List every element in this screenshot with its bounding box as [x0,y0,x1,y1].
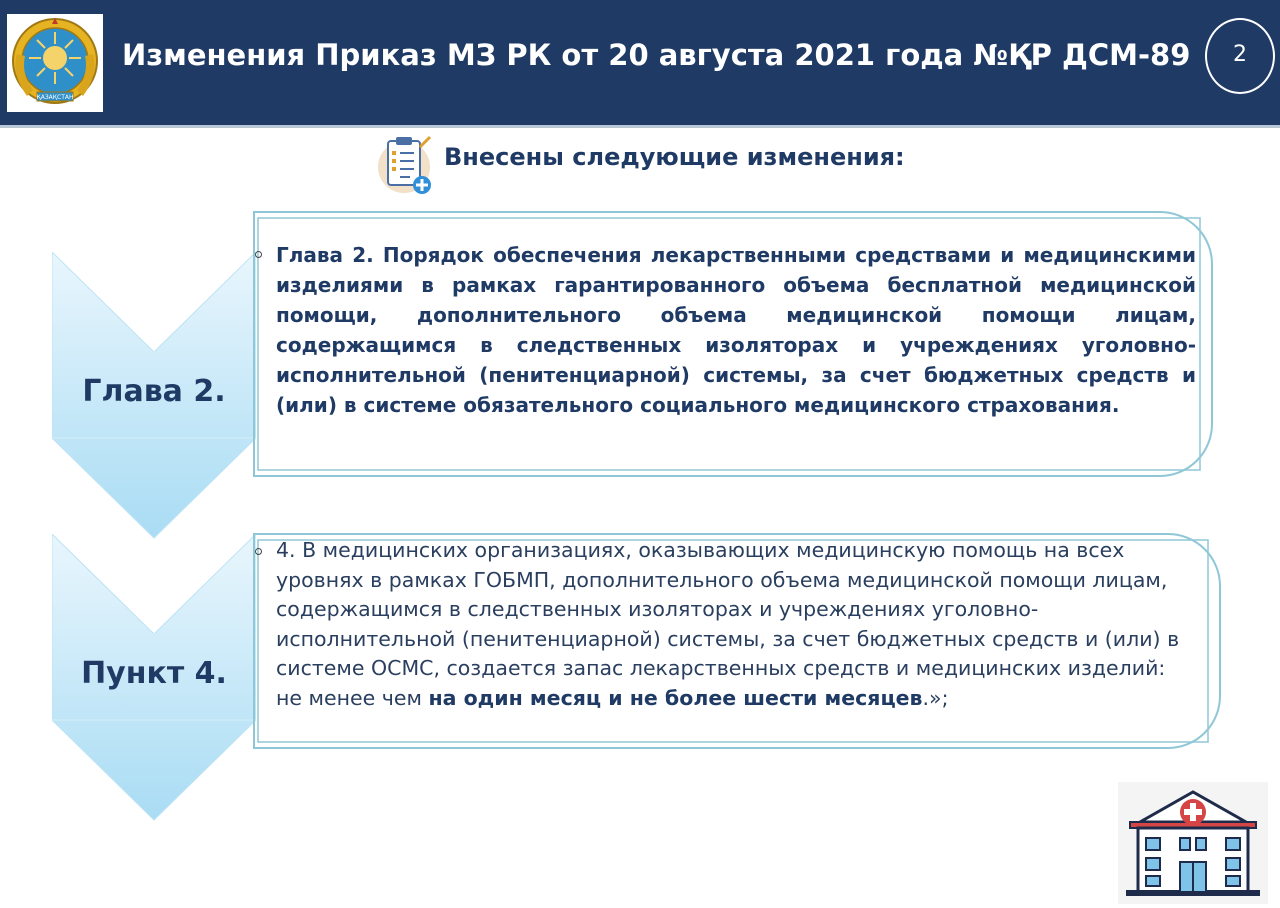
state-emblem-icon [7,14,103,112]
hospital-icon [1118,782,1268,904]
svg-text:ҚАЗАҚСТАН: ҚАЗАҚСТАН [36,94,74,101]
page-title: Изменения Приказ МЗ РК от 20 августа 2021 года №ҚР ДСМ-89 [122,38,1191,72]
header-bar [0,0,1280,128]
page-number-badge: 2 [1205,18,1275,94]
section-label-chapter-2: Глава 2. [82,374,226,409]
section-label-point-4: Пункт 4. [81,656,227,691]
section-text-point-4: 4. В медицинских организациях, оказывающих медицинскую помощь на всех уровнях в рамках ГОБМП, дополнительного объема медицинской помощи лицам, содержащимся в следственных изоляторах и учреждениях уголовно-исполнительной (пенитенциарной) системы, за счет бюджетных средств и (или) в системе ОСМС, создается запас лекарственных средств и медицинских изделий: не менее чем на один месяц и не более шести месяцев.»; [276,538,1180,710]
clipboard-checklist-icon [376,133,438,197]
bullet-2 [255,548,262,555]
bullet-1 [255,251,262,258]
section-text-chapter-2: Глава 2. Порядок обеспечения лекарственными средствами и медицинскими изделиями в рамках гарантированного объема бесплатной медицинской помощи, дополнительного объема медицинской помощи лицам, содержащимся в следственных изоляторах и учреждениях уголовно-исполнительной (пенитенциарной) системы, за счет бюджетных средств и (или) в системе обязательного социального медицинского страхования. [276,243,1196,417]
section-subheading: Внесены следующие изменения: [444,143,905,171]
